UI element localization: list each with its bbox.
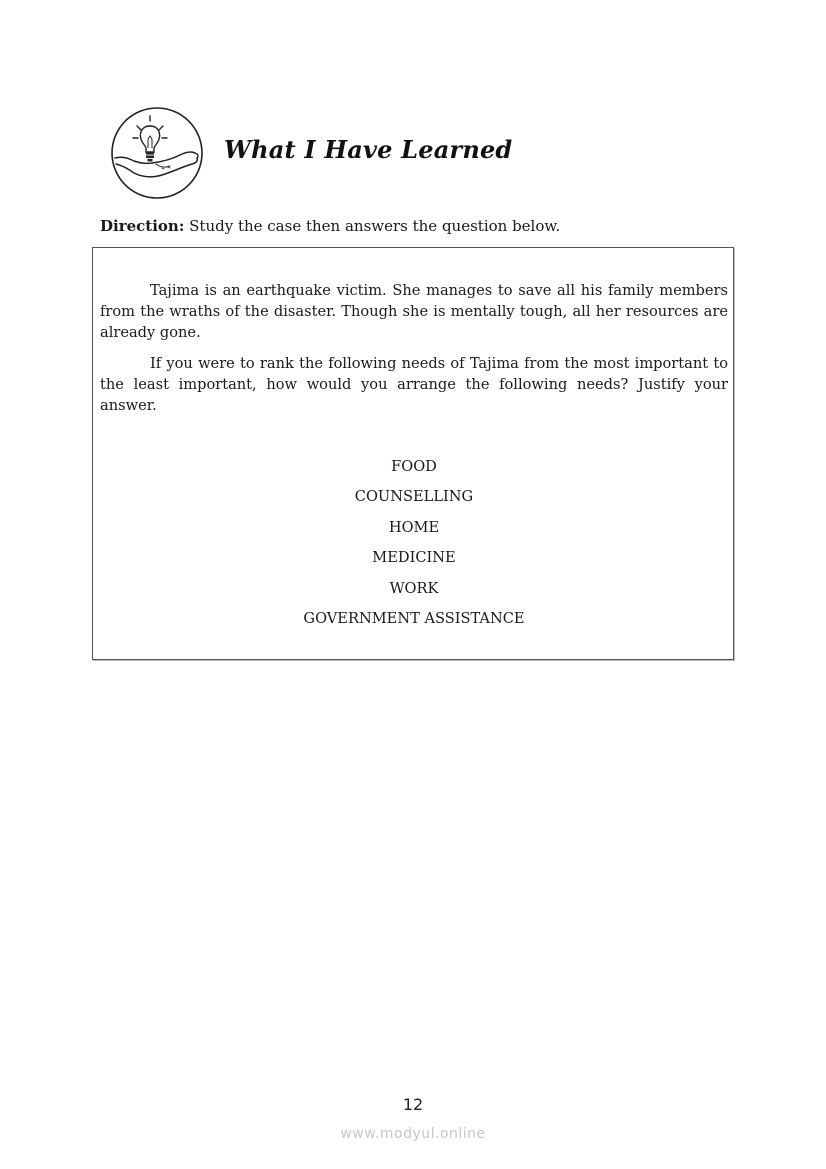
need-item-medicine: MEDICINE <box>372 549 456 567</box>
needs-list <box>93 456 735 638</box>
page-number: 12 <box>402 1095 424 1114</box>
case-question-paragraph: If you were to rank the following needs of Tajima from the most important to the least important, how would you arrange the following needs? Justify your answer. <box>100 355 728 414</box>
need-item-work: WORK <box>389 579 439 597</box>
section-title: What I Have Learned <box>224 135 513 164</box>
need-item-food: FOOD <box>391 458 437 475</box>
need-item-counselling: COUNSELLING <box>354 488 474 506</box>
need-item-home: HOME <box>388 518 440 536</box>
need-item-government-assistance: GOVERNMENT ASSISTANCE <box>303 609 525 627</box>
lightbulb-in-hand-icon <box>110 106 204 200</box>
case-paragraph: Tajima is an earthquake victim. She manages to save all his family members from the wraths of the disaster. Though she is mentally tough, all her resources are already gone. <box>100 282 728 341</box>
direction-text: Study the case then answers the question below. <box>184 217 561 235</box>
direction-line <box>100 215 560 237</box>
watermark: www.modyul.online <box>340 1126 486 1142</box>
direction-label: Direction: <box>100 217 185 235</box>
case-study-box <box>92 247 734 660</box>
